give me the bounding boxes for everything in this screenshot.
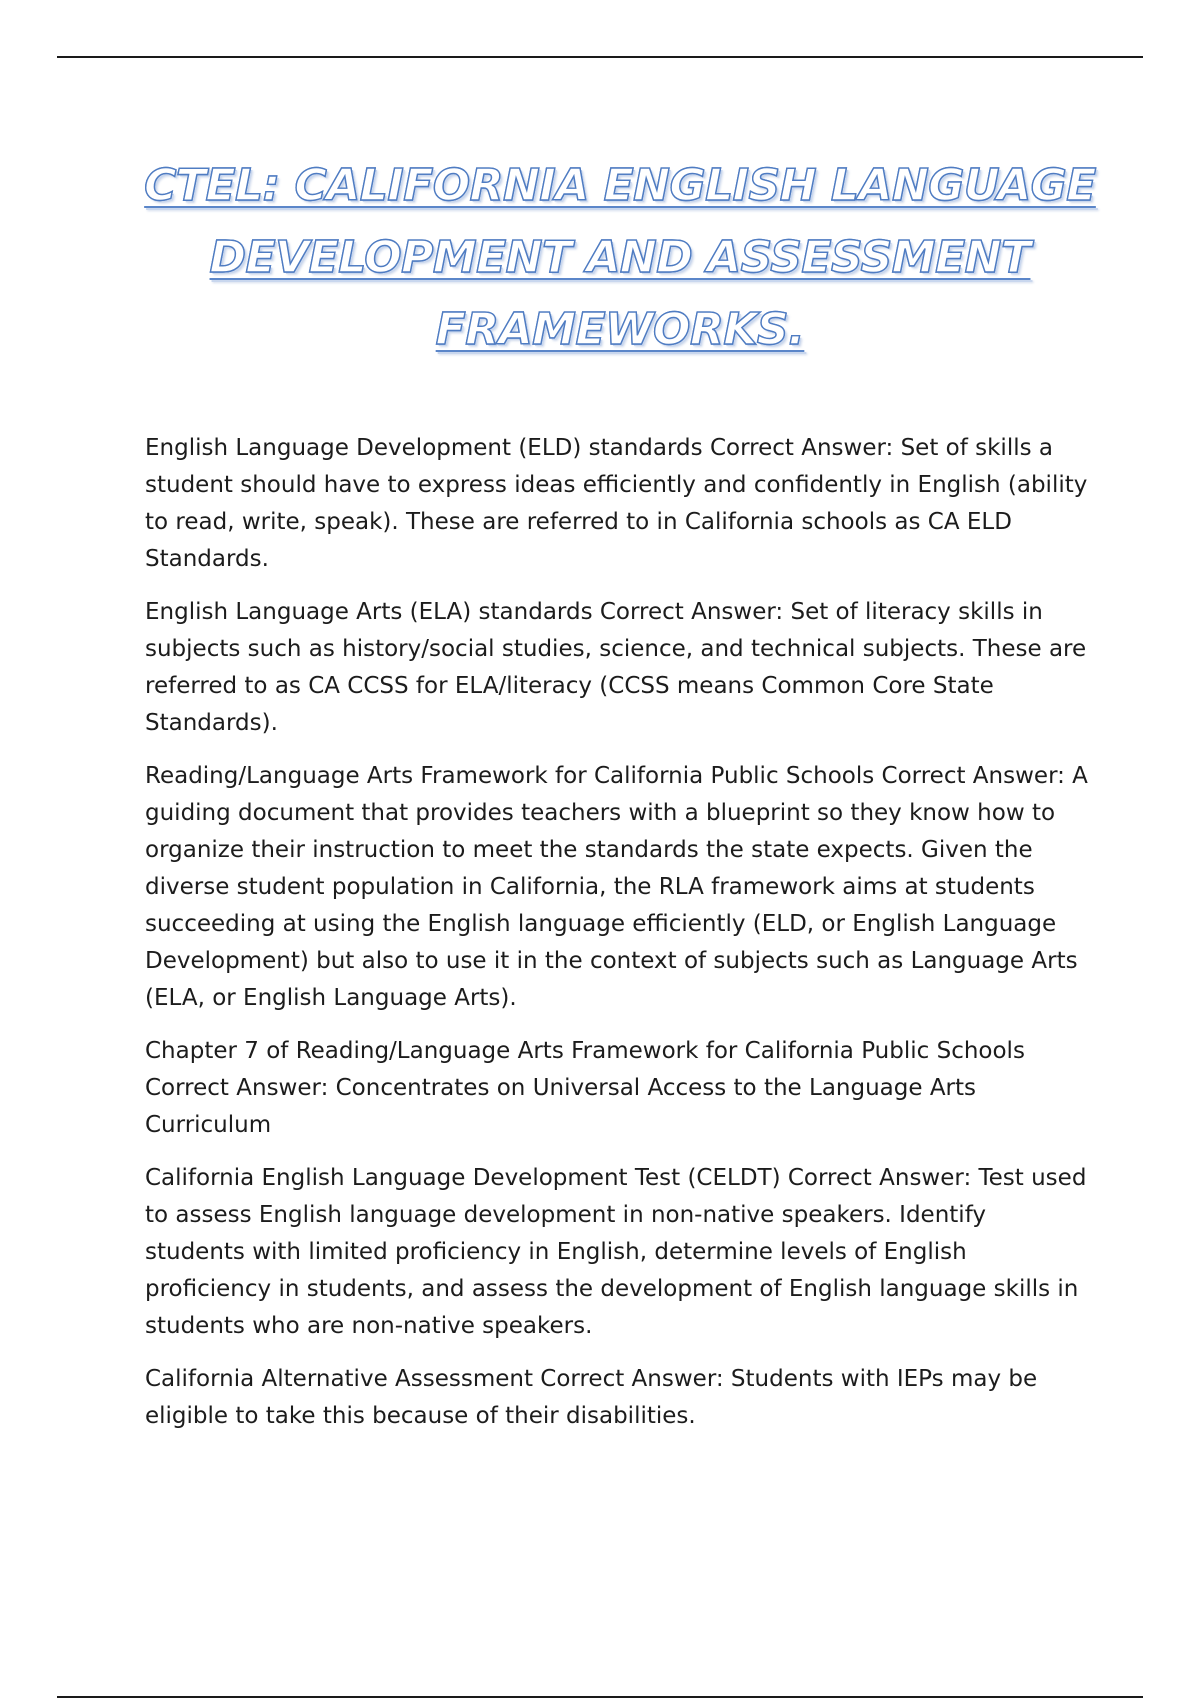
entry-celdt: California English Language Development Test (CELDT) Correct Answer: Test used to assess English language development in non-native speakers. Identify students with limited proficiency in English, determine levels of English proficiency in students, and assess the development of English language skills in students who are non-native speakers. — [145, 1165, 1087, 1339]
entry-chapter-7: Chapter 7 of Reading/Language Arts Framework for California Public Schools Correct Answer: Concentrates on Universal Access to the Language Arts Curriculum — [145, 1038, 1025, 1138]
footer-rule — [57, 1696, 1143, 1698]
header-rule — [57, 56, 1143, 58]
document-title: CTEL: CALIFORNIA ENGLISH LANGUAGE DEVELOPMENT AND ASSESSMENT FRAMEWORKS. — [144, 160, 1096, 355]
document-body — [145, 430, 1090, 1451]
entry-ela-standards: English Language Arts (ELA) standards Correct Answer: Set of literacy skills in subjects such as history/social studies, science, and technical subjects. These are referred to as CA CCSS for ELA/literacy (CCSS means Common Core State Standards). — [145, 599, 1087, 736]
entry-alternative-assessment: California Alternative Assessment Correct Answer: Students with IEPs may be eligible to take this because of their disabilities. — [145, 1366, 1038, 1429]
entry-eld-standards: English Language Development (ELD) standards Correct Answer: Set of skills a student should have to express ideas efficiently and confidently in English (ability to read, write, speak). These are referred to in California schools as CA ELD Standards. — [145, 435, 1088, 572]
entry-rla-framework: Reading/Language Arts Framework for California Public Schools Correct Answer: A guiding document that provides teachers with a blueprint so they know how to organize their instruction to meet the standards the state expects. Given the diverse student population in California, the RLA framework aims at students succeeding at using the English language efficiently (ELD, or English Language Development) but also to use it in the context of subjects such as Language Arts (ELA, or English Language Arts). — [145, 763, 1088, 1011]
